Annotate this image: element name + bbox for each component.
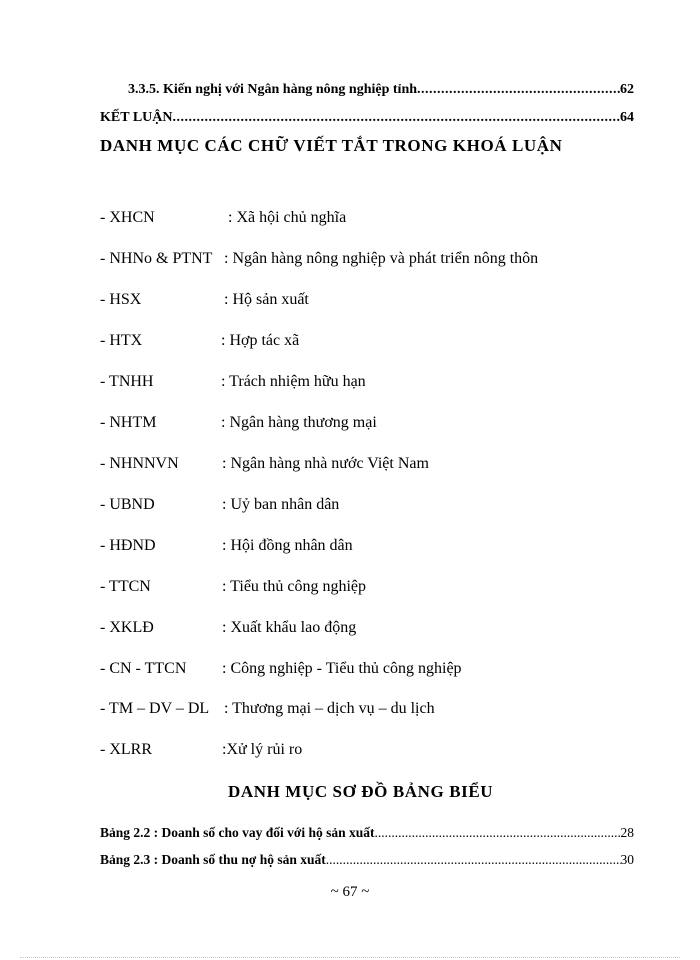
table-list-entry	[100, 825, 634, 841]
abbreviation-row	[100, 455, 620, 475]
abbreviation-row	[100, 291, 620, 311]
abbreviation-term: - TNHH	[100, 373, 154, 390]
abbreviation-row	[100, 619, 620, 639]
abbreviation-row	[100, 332, 620, 352]
abbreviation-row	[100, 741, 620, 761]
abbreviation-row	[100, 578, 620, 598]
abbreviation-term: - XLRR	[100, 741, 152, 758]
abbreviation-row	[100, 373, 620, 393]
toc-entry-page: 64	[620, 110, 634, 125]
abbreviation-definition: :Xử lý rủi ro	[222, 741, 303, 758]
abbreviation-term: - NHNNVN	[100, 455, 179, 472]
toc-leader-dots	[417, 82, 620, 98]
page-bottom-border	[20, 957, 680, 958]
table-entry-label: Bảng 2.2 : Doanh số cho vay đối với hộ sản xuất	[100, 825, 375, 840]
toc-entry-label: 3.3.5. Kiến nghị với Ngân hàng nông nghiệp tỉnh	[128, 82, 418, 97]
page-number: ~ 67 ~	[330, 884, 370, 900]
abbreviation-term: - TM – DV – DL	[100, 700, 210, 717]
abbreviations-heading: DANH MỤC CÁC CHỮ VIẾT TẮT TRONG KHOÁ LUẬN	[100, 136, 563, 155]
abbreviation-definition: : Hội đồng nhân dân	[222, 537, 353, 554]
toc-entry	[100, 110, 634, 126]
table-list-entry	[100, 852, 634, 868]
tables-heading: DANH MỤC SƠ ĐỒ BẢNG BIỂU	[228, 782, 494, 801]
abbreviation-term: - NHTM	[100, 414, 157, 431]
abbreviation-definition: : Thương mại – dịch vụ – du lịch	[224, 700, 435, 717]
abbreviation-row	[100, 496, 620, 516]
abbreviation-row	[100, 209, 620, 229]
abbreviation-term: - XKLĐ	[100, 619, 154, 636]
abbreviation-definition: : Ngân hàng nông nghiệp và phát triển nông thôn	[224, 250, 539, 267]
abbreviation-definition: : Uỷ ban nhân dân	[222, 496, 340, 513]
abbreviation-term: - NHNo & PTNT	[100, 250, 213, 267]
table-leader-dots	[375, 825, 621, 841]
toc-entry-page: 62	[620, 82, 634, 97]
abbreviation-row	[100, 250, 620, 270]
abbreviation-definition: : Công nghiệp - Tiểu thủ công nghiệp	[222, 660, 462, 677]
abbreviation-definition: : Ngân hàng nhà nước Việt Nam	[222, 455, 429, 472]
abbreviation-term: - TTCN	[100, 578, 151, 595]
abbreviation-term: - HTX	[100, 332, 143, 349]
toc-leader-dots	[172, 110, 620, 126]
abbreviation-term: - HĐND	[100, 537, 156, 554]
abbreviation-row	[100, 700, 620, 720]
table-entry-page: 28	[620, 825, 634, 840]
abbreviation-row	[100, 537, 620, 557]
abbreviation-row	[100, 414, 620, 434]
abbreviation-definition: : Xã hội chủ nghĩa	[228, 209, 347, 226]
abbreviation-term: - HSX	[100, 291, 142, 308]
table-entry-page: 30	[620, 852, 634, 867]
toc-entry	[128, 82, 634, 98]
abbreviation-definition: : Hộ sản xuất	[224, 291, 309, 308]
abbreviation-definition: : Tiểu thủ công nghiệp	[222, 578, 367, 595]
table-entry-label: Bảng 2.3 : Doanh số thu nợ hộ sản xuất	[100, 852, 326, 867]
abbreviation-row	[100, 660, 620, 680]
abbreviation-definition: : Ngân hàng thương mại	[221, 414, 377, 431]
toc-entry-label: KẾT LUẬN	[100, 110, 173, 125]
table-leader-dots	[326, 852, 621, 868]
abbreviation-definition: : Hợp tác xã	[221, 332, 300, 349]
abbreviation-term: - CN - TTCN	[100, 660, 187, 677]
abbreviation-definition: : Trách nhiệm hữu hạn	[221, 373, 366, 390]
abbreviation-term: - UBND	[100, 496, 155, 513]
abbreviation-definition: : Xuất khẩu lao động	[222, 619, 357, 636]
abbreviation-term: - XHCN	[100, 209, 155, 226]
